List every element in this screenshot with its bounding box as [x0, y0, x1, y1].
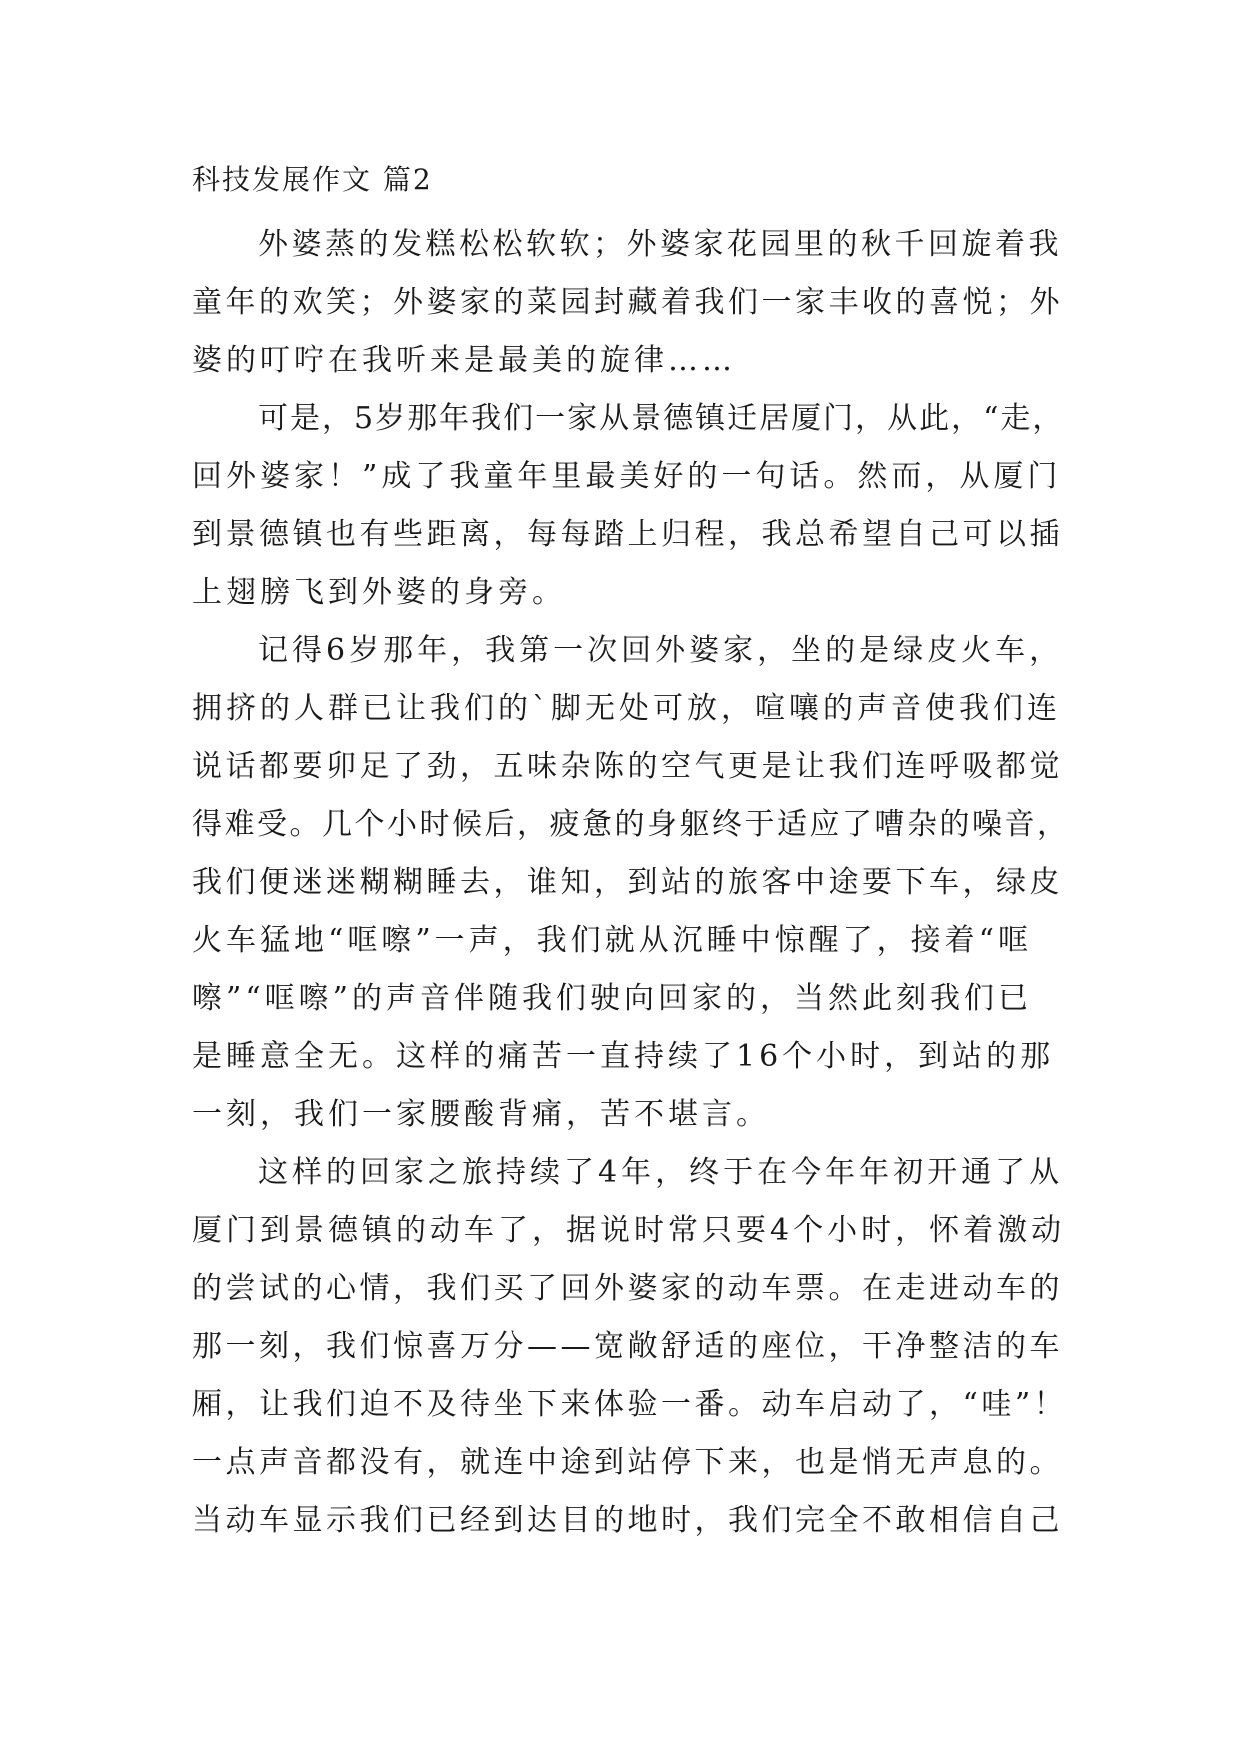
paragraph-first-line: 这样的回家之旅持续了4年，终于在今年年初开通了从	[258, 1155, 1064, 1190]
paragraph-line: 童年的欢笑；外婆家的菜园封藏着我们一家丰收的喜悦；外	[192, 285, 1063, 320]
paragraph-line: 我们便迷迷糊糊睡去，谁知，到站的旅客中途要下车，绿皮	[192, 865, 1063, 900]
paragraph-line: 的尝试的心情，我们买了回外婆家的动车票。在走进动车的	[192, 1271, 1063, 1306]
paragraph-line: 说话都要卯足了劲，五味杂陈的空气更是让我们连呼吸都觉	[192, 749, 1063, 784]
paragraph-line: 得难受。几个小时候后，疲惫的身躯终于适应了嘈杂的噪音，	[192, 807, 1070, 842]
document-body	[192, 216, 1072, 1550]
paragraph-line: 当动车显示我们已经到达目的地时，我们完全不敢相信自己	[192, 1503, 1063, 1538]
paragraph-line: 厦门到景德镇的动车了，据说时常只要4个小时，怀着激动	[192, 1213, 1066, 1248]
paragraph-line: 是睡意全无。这样的痛苦一直持续了16个小时，到站的那	[192, 1039, 1055, 1074]
paragraph-first-line: 可是，5岁那年我们一家从景德镇迁居厦门，从此，“走，	[258, 401, 1065, 436]
paragraph-line: 到景德镇也有些距离，每每踏上归程，我总希望自己可以插	[192, 517, 1063, 552]
paragraph-line: 上翅膀飞到外婆的身旁。	[192, 575, 566, 610]
paragraph-first-line: 记得6岁那年，我第一次回外婆家，坐的是绿皮火车，	[258, 633, 1064, 668]
document-heading: 科技发展作文 篇2	[192, 163, 433, 196]
paragraph-line: 那一刻，我们惊喜万分——宽敞舒适的座位，干净整洁的车	[192, 1329, 1063, 1364]
paragraph-line: 拥挤的人群已让我们的`脚无处可放，喧嚷的声音使我们连	[192, 691, 1061, 726]
paragraph-line: 厢，让我们迫不及待坐下来体验一番。动车启动了，“哇”！	[192, 1387, 1068, 1422]
paragraph-line: 婆的叮咛在我听来是最美的旋律……	[192, 343, 736, 378]
paragraph-first-line: 外婆蒸的发糕松松软软；外婆家花园里的秋千回旋着我	[258, 227, 1062, 262]
paragraph-line: 火车猛地“哐嚓”一声，我们就从沉睡中惊醒了，接着“哐	[192, 923, 1033, 958]
paragraph-line: 回外婆家！”成了我童年里最美好的一句话。然而，从厦门	[192, 459, 1062, 494]
paragraph-line: 嚓”“哐嚓”的声音伴随我们驶向回家的，当然此刻我们已	[192, 981, 1033, 1016]
paragraph-line: 一刻，我们一家腰酸背痛，苦不堪言。	[192, 1097, 770, 1132]
paragraph-line: 一点声音都没有，就连中途到站停下来，也是悄无声息的。	[192, 1445, 1063, 1480]
